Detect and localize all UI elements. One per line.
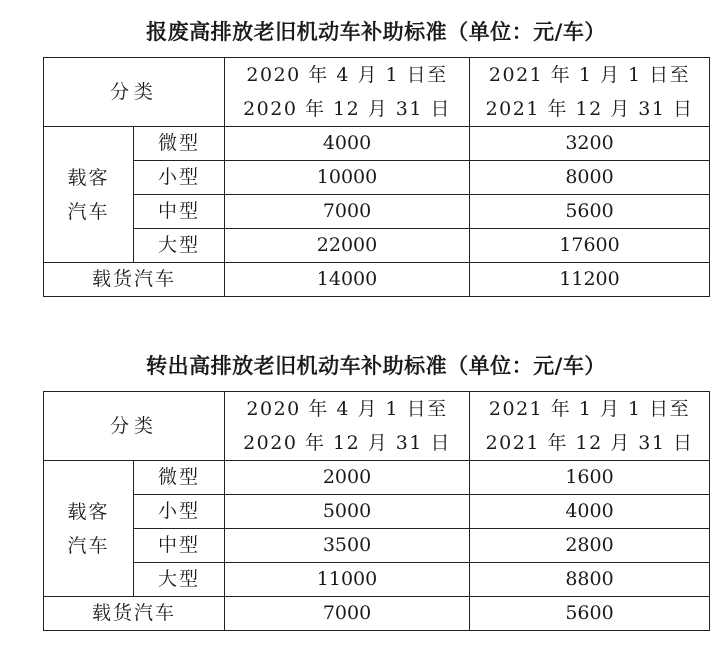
value-2021: 11200 <box>470 263 710 297</box>
value-2020: 2000 <box>225 461 470 495</box>
row-label: 微型 <box>134 127 225 161</box>
passenger-vehicle-group: 载客 汽车 <box>44 127 134 263</box>
table-row <box>44 529 710 563</box>
value-2020: 5000 <box>225 495 470 529</box>
period-2020-start: 2020 年 4 月 1 日至 <box>246 398 448 420</box>
period-2021-header <box>470 58 710 127</box>
value-2020: 7000 <box>225 597 470 631</box>
passenger-vehicle-group: 载客 汽车 <box>44 461 134 597</box>
category-header: 分类 <box>44 58 225 127</box>
row-label: 中型 <box>134 529 225 563</box>
truck-label: 载货汽车 <box>44 263 225 297</box>
row-label: 中型 <box>134 195 225 229</box>
scrap-subsidy-table <box>43 57 710 297</box>
period-2021-header <box>470 392 710 461</box>
period-2021-start: 2021 年 1 月 1 日至 <box>488 398 691 420</box>
value-2021: 2800 <box>470 529 710 563</box>
truck-label: 载货汽车 <box>44 597 225 631</box>
value-2020: 4000 <box>225 127 470 161</box>
value-2021: 5600 <box>470 597 710 631</box>
category-header: 分类 <box>44 392 225 461</box>
period-2021-end: 2021 年 12 月 31 日 <box>485 432 694 454</box>
period-2020-start: 2020 年 4 月 1 日至 <box>246 64 448 86</box>
table-row <box>44 461 710 495</box>
value-2021: 5600 <box>470 195 710 229</box>
period-2020-header <box>225 392 470 461</box>
transfer-subsidy-title: 转出高排放老旧机动车补助标准（单位：元/车） <box>146 354 606 378</box>
period-2020-header <box>225 58 470 127</box>
value-2021: 4000 <box>470 495 710 529</box>
period-2020-end: 2020 年 12 月 31 日 <box>243 98 451 120</box>
row-label: 小型 <box>134 495 225 529</box>
table-row <box>44 563 710 597</box>
value-2020: 7000 <box>225 195 470 229</box>
truck-row <box>44 597 710 631</box>
truck-row <box>44 263 710 297</box>
value-2020: 10000 <box>225 161 470 195</box>
period-2020-end: 2020 年 12 月 31 日 <box>243 432 451 454</box>
value-2021: 1600 <box>470 461 710 495</box>
transfer-subsidy-table <box>43 391 710 631</box>
table-row <box>44 127 710 161</box>
value-2020: 11000 <box>225 563 470 597</box>
scrap-subsidy-section <box>43 14 709 297</box>
table-row <box>44 195 710 229</box>
table-header-row <box>44 392 710 461</box>
scrap-subsidy-title: 报废高排放老旧机动车补助标准（单位：元/车） <box>146 20 606 44</box>
period-2021-end: 2021 年 12 月 31 日 <box>485 98 694 120</box>
table-row <box>44 229 710 263</box>
row-label: 微型 <box>134 461 225 495</box>
table-header-row <box>44 58 710 127</box>
value-2020: 3500 <box>225 529 470 563</box>
row-label: 小型 <box>134 161 225 195</box>
value-2021: 3200 <box>470 127 710 161</box>
table-row <box>44 495 710 529</box>
period-2021-start: 2021 年 1 月 1 日至 <box>488 64 691 86</box>
value-2020: 22000 <box>225 229 470 263</box>
value-2021: 17600 <box>470 229 710 263</box>
value-2021: 8800 <box>470 563 710 597</box>
value-2021: 8000 <box>470 161 710 195</box>
table-row <box>44 161 710 195</box>
transfer-subsidy-section <box>43 348 709 631</box>
value-2020: 14000 <box>225 263 470 297</box>
row-label: 大型 <box>134 563 225 597</box>
row-label: 大型 <box>134 229 225 263</box>
